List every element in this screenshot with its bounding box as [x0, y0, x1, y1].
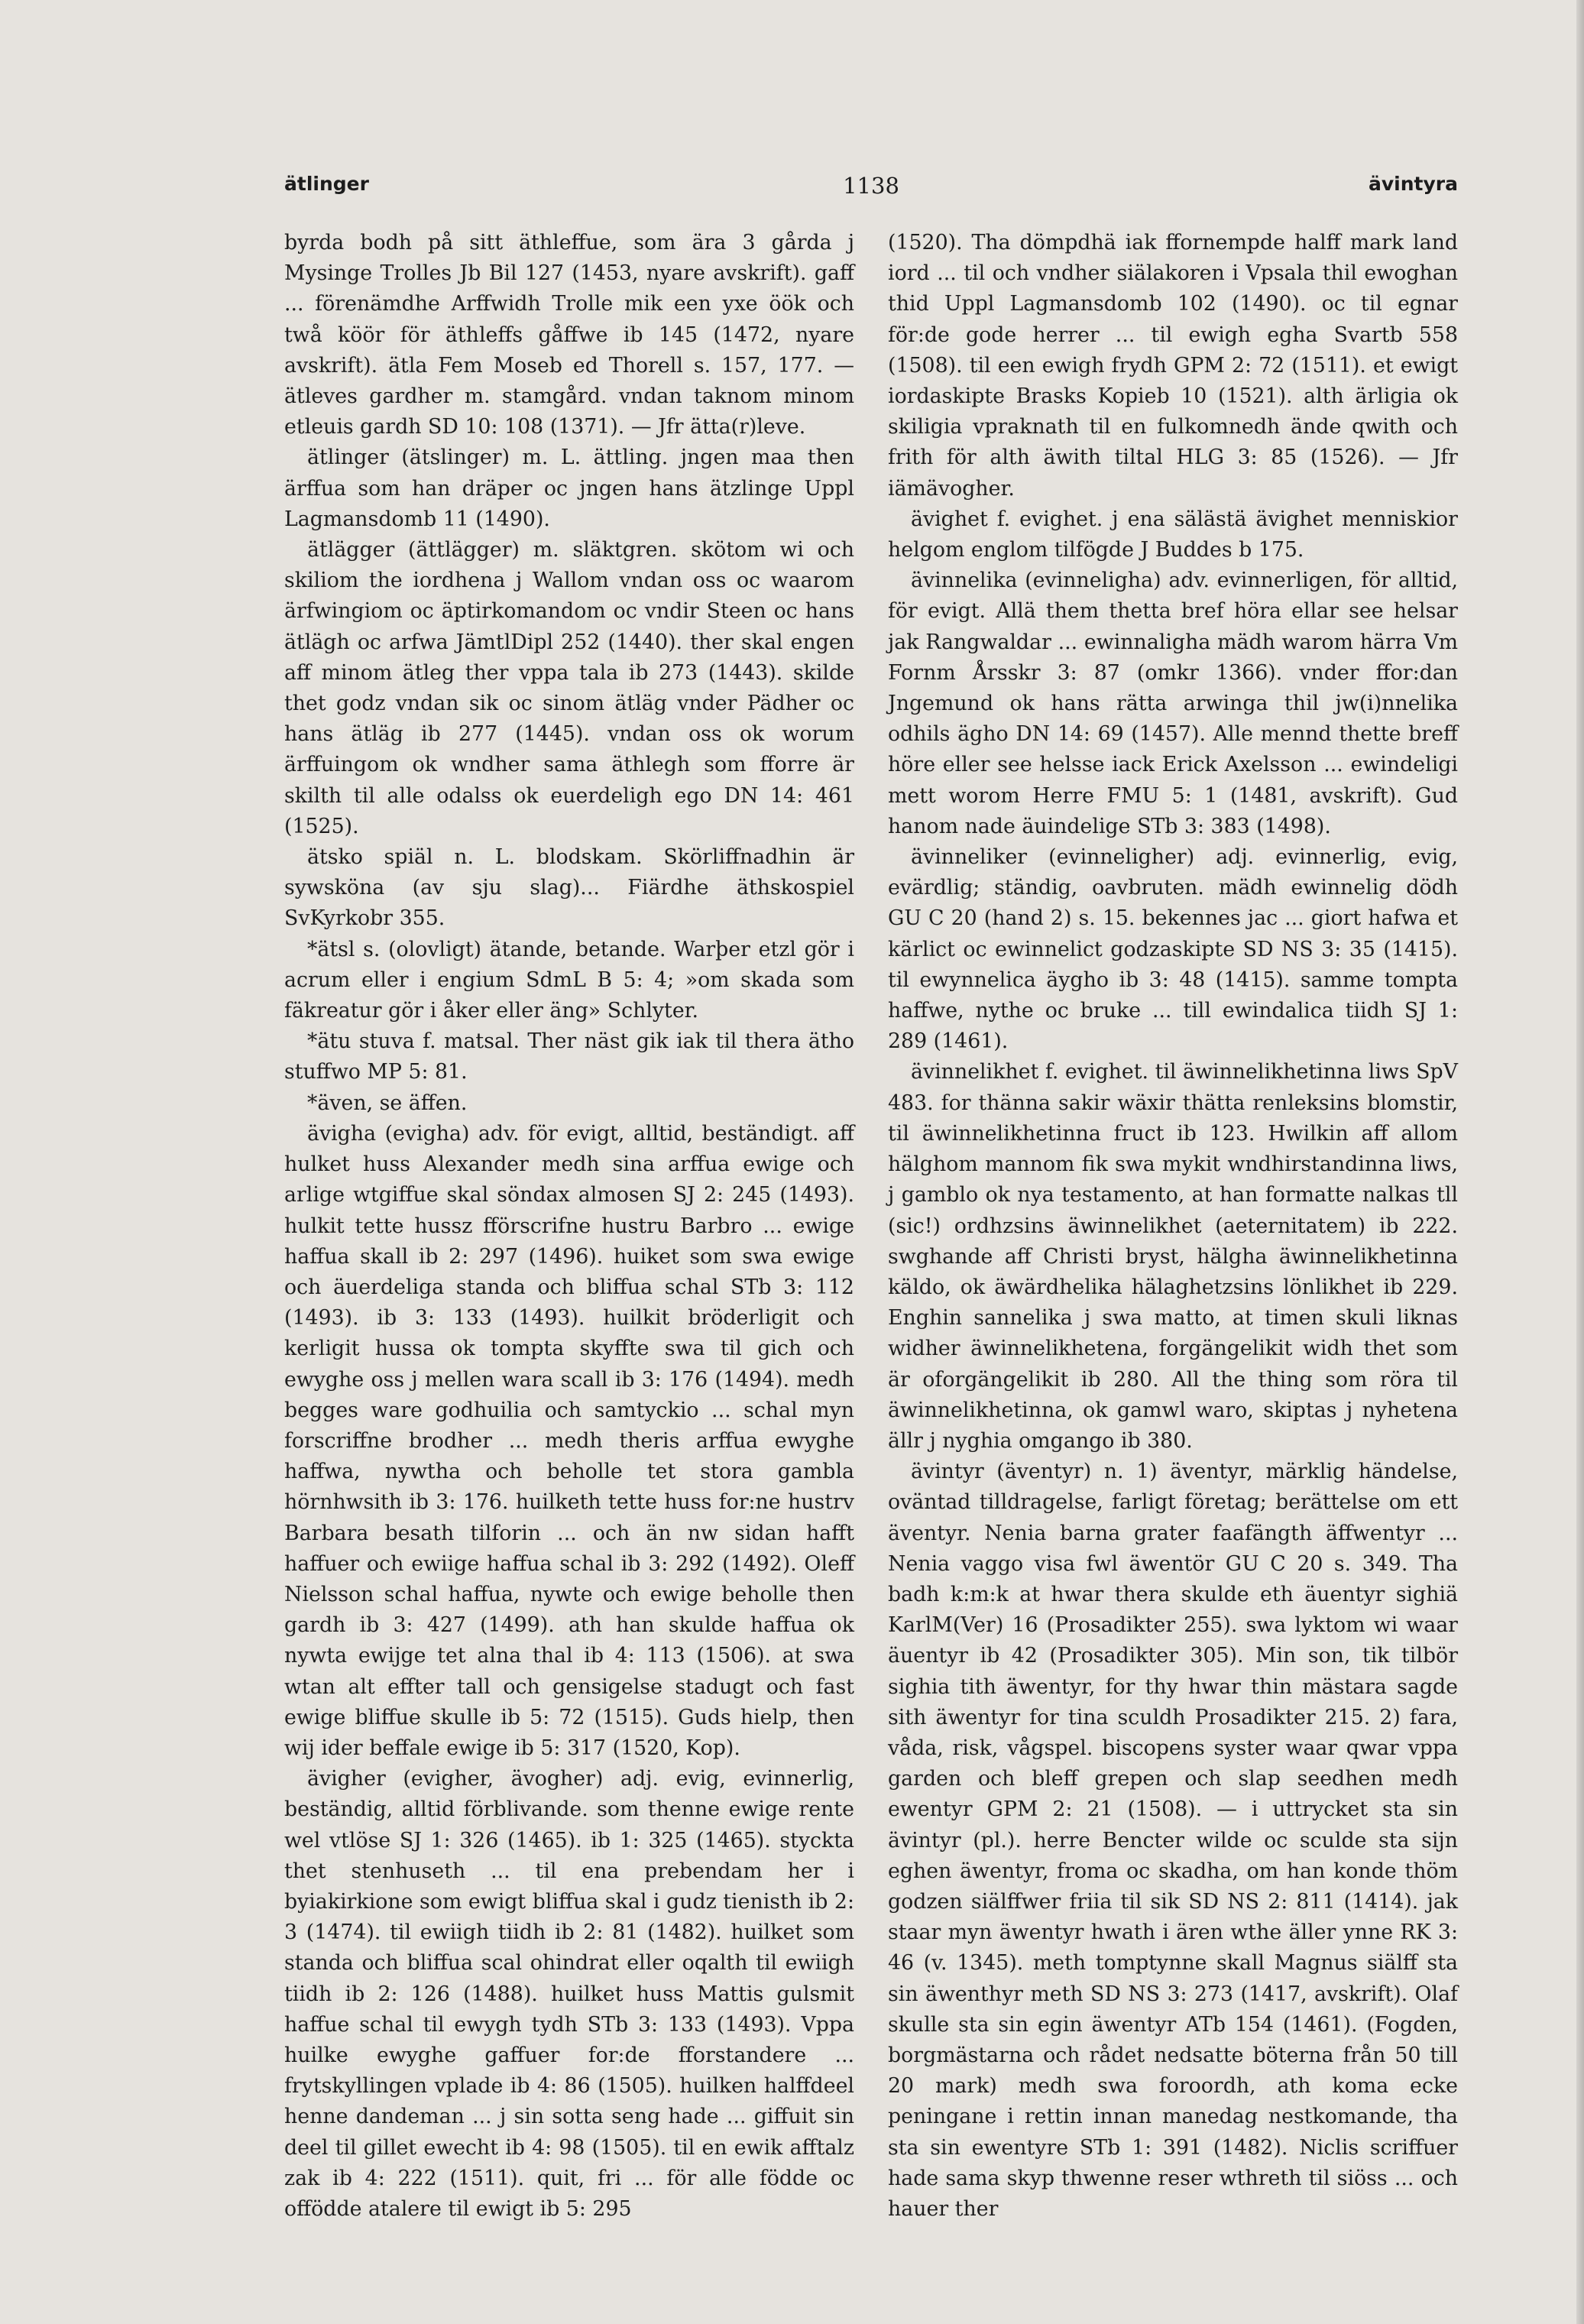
dictionary-entry: ävinnelikhet f. evighet. til äwinnelikhetinna liws SpV 483. for thänna sakir wäxir thätta renleksins blomstir, til äwinnelikhetinna fruct ib 123. Hwilkin aff allom hälghom mannom fik swa mykit wndhirstandinna liws, j gamblo ok nya testamento, at han formatte nalkas tll (sic!) ordhzsins äwinnelikhet (aeternitatem) ib 222. swghande aff Christi bryst, hälgha äwinnelikhetinna käldo, ok äwärdhelika hälaghetzsins lönlikhet ib 229. Enghin sannelika j swa matto, at timen skuli liknas widher äwinnelikhetena, forgängelikit widh thet som är oforgängelikit ib 280. All the thing som röra til äwinnelikhetinna, ok gamwl waro, skiptas j nyhetena ällr j nyghia omgango ib 380.: [888, 1060, 1458, 1453]
page-header: [284, 173, 1458, 203]
dictionary-entry: byrda bodh på sitt äthleffue, som ära 3 gårda j Mysinge Trolles Jb Bil 127 (1453, nyare avskrift). gaff ... förenämdhe Arffwidh Trolle mik een yxe öök och twå köör för äthleffs gåffwe ib 145 (1472, nyare avskrift). ätla Fem Moseb ed Thorell s. 157, 177. — ätleves gardher m. stamgård. vndan taknom minom etleuis gardh SD 10: 108 (1371). — Jfr ätta(r)leve.: [284, 231, 854, 439]
dictionary-entry: ävigha (evigha) adv. för evigt, alltid, beständigt. aff hulket huss Alexander medh sina arffua ewige och arlige wtgiffue skal söndax almosen SJ 2: 245 (1493). hulkit tette hussz fförscrifne hustru Barbro ... ewige haffua skall ib 2: 297 (1496). huiket som swa ewige och äuerdeliga standa och bliffua schal STb 3: 112 (1493). ib 3: 133 (1493). huilkit bröderligit och kerligit hussa ok tompta skyffte swa til gich och ewyghe oss j mellen wara scall ib 3: 176 (1494). medh begges ware godhuilia och samtyckio ... schal myn forscriffne brodher ... medh theris arffua ewyghe haffwa, nywtha och beholle tet stora gambla hörnhwsith ib 3: 176. huilketh tette huss for:ne hustrv Barbara besath tilforin ... och än nw sidan hafft haffuer och ewiige haffua schal ib 3: 292 (1492). Oleff Nielsson schal haffua, nywte och ewige beholle then gardh ib 3: 427 (1499). ath han skulde haffua ok nywta ewijge tet alna thal ib 4: 113 (1506). at swa wtan alt effter tall och gensigelse stadugt och fast ewige bliffue skulle ib 5: 72 (1515). Guds hielp, then wij ider beffale ewige ib 5: 317 (1520, Kop).: [284, 1121, 854, 1760]
dictionary-entry: ävintyr (äventyr) n. 1) äventyr, märklig händelse, oväntad tilldragelse, farligt företag; berättelse om ett äventyr. Nenia barna grater faafängth äffwentyr ... Nenia vaggo visa fwl äwentör GU C 20 s. 349. Tha badh k:m:k at hwar thera skulde eth äuentyr sighiä KarlM(Ver) 16 (Prosadikter 255). swa lyktom wi waar äuentyr ib 42 (Prosadikter 305). Min son, tik tilbör sighia tith äwentyr, for thy hwar thin mästara sagde sith äwentyr for tina sculdh Prosadikter 215. 2) fara, våda, risk, vågspel. biscopens syster waar qwar vppa garden och bleff grepen och slap seedhen medh ewentyr GPM 2: 21 (1508). — i uttrycket sta sin ävintyr (pl.). herre Bencter wilde oc sculde sta sijn eghen äwentyr, froma oc skadha, om han konde thöm godzen siälffwer friia til sik SD NS 2: 811 (1414). jak staar myn äwentyr hwath i ären wthe äller ynne RK 3: 46 (v. 1345). meth tomptynne skall Magnus siälff sta sin äwenthyr meth SD NS 3: 273 (1417, avskrift). Olaf skulle sta sin egin äwentyr ATb 154 (1461). (Fogden, borgmästarna och rådet nedsatte böterna från 50 till 20 mark) medh swa foroordh, ath koma ecke peningane i rettin innan manedag nestkomande, tha sta sin ewentyre STb 1: 391 (1482). Niclis scriffuer hade sama skyp thwenne reser wthreth til siöss ... och hauer ther: [888, 1460, 1458, 2221]
dictionary-entry: (1520). Tha dömpdhä iak ffornempde halff mark land iord ... til och vndher siälakoren i Vpsala thil ewoghan thid Uppl Lagmansdomb 102 (1490). oc til egnar för:de gode herrer ... til ewigh egha Svartb 558 (1508). til een ewigh frydh GPM 2: 72 (1511). et ewigt iordaskipte Brasks Kopieb 10 (1521). alth ärligia ok skiligia vpraknath til en fulkomnedh ände qwith och frith för alth äwith tiltal HLG 3: 85 (1526). — Jfr iämävogher.: [888, 231, 1458, 501]
page-number: 1138: [843, 173, 899, 199]
dictionary-entry: ävinneliker (evinneligher) adj. evinnerlig, evig, evärdlig; ständig, oavbruten. mädh ewinnelig dödh GU C 20 (hand 2) s. 15. bekennes jac ... giort hafwa et kärlict oc ewinnelict godzaskipte SD NS 3: 35 (1415). til ewynnelica äygho ib 3: 48 (1415). samme tompta haffwe, nythe oc bruke ... till ewindalica tiidh SJ 1: 289 (1461).: [888, 845, 1458, 1054]
dictionary-entry: *även, se äffen.: [307, 1091, 468, 1115]
dictionary-entry: ävigher (evigher, ävogher) adj. evig, evinnerlig, beständig, alltid förblivande. som thenne ewige rente wel vtlöse SJ 1: 326 (1465). ib 1: 325 (1465). styckta thet stenhuseth ... til ena prebendam her i byiakirkione som ewigt bliffua skal i gudz tienisth ib 2: 3 (1474). til ewiigh tiidh ib 2: 81 (1482). huilket som standa och bliffua scal ohindrat eller oqalth til ewiigh tiidh ib 2: 126 (1488). huilket huss Mattis gulsmit haffue schal til ewygh tydh STb 3: 133 (1493). Vppa huilke ewyghe gaffuer for:de fforstandere ... frytskyllingen vplade ib 4: 86 (1505). huilken halffdeel henne dandeman ... j sin sotta seng hade ... giffuit sin deel til gillet ewecht ib 4: 98 (1505). til en ewik afftalz zak ib 4: 222 (1511). quit, fri ... för alle födde oc offödde atalere til ewigt ib 5: 295: [284, 1767, 854, 2221]
right-column: [888, 228, 1458, 2221]
page-edge-shadow: [1576, 0, 1584, 2324]
header-left-guideword: ätlinger: [284, 173, 369, 195]
dictionary-entry: ävighet f. evighet. j ena sälästä ävighet menniskior helgom englom tilfögde J Buddes b 175.: [888, 507, 1458, 562]
dictionary-entry: ätlinger (ätslinger) m. L. ättling. jngen maa then ärffua som han dräper oc jngen hans ätzlinge Uppl Lagmansdomb 11 (1490).: [284, 446, 854, 531]
left-column: [284, 228, 854, 2221]
header-right-guideword: ävintyra: [1369, 173, 1458, 195]
dictionary-entry: *ätu stuva f. matsal. Ther näst gik iak til thera ätho stuffwo MP 5: 81.: [284, 1029, 854, 1084]
dictionary-entry: ävinnelika (evinneligha) adv. evinnerligen, för alltid, för evigt. Allä them thetta bref höra ellar see helsar jak Rangwaldar ... ewinnaligha mädh warom härra Vm Fornm Årsskr 3: 87 (omkr 1366). vnder ffor:dan Jngemund ok hans rätta arwinga thil jw(i)nnelika odhils ägho DN 14: 69 (1457). Alle mennd thette breff höre eller see helsse iack Erick Axelsson ... ewindeligi mett worom Herre FMU 5: 1 (1481, avskrift). Gud hanom nade äuindelige STb 3: 383 (1498).: [888, 569, 1458, 838]
dictionary-entry: *ätsl s. (olovligt) ätande, betande. Warþer etzl gör i acrum eller i engium SdmL B 5: 4; »om skada som fäkreatur gör i åker eller äng» Schlyter.: [284, 937, 854, 1023]
dictionary-entry: ätsko spiäl n. L. blodskam. Skörliffnadhin är sywsköna (av sju slag)... Fiärdhe äthskospiel SvKyrkobr 355.: [284, 845, 854, 931]
dictionary-entry: ätlägger (ättlägger) m. släktgren. skötom wi och skiliom the iordhena j Wallom vndan oss oc waarom ärfwingiom oc äptirkomandom oc vndir Steen oc hans ätlägh oc arfwa JämtlDipl 252 (1440). ther skal engen aff minom ätleg ther vppa tala ib 273 (1443). skilde thet godz vndan sik oc sinom ätläg vnder Pädher oc hans ätläg ib 277 (1445). vndan oss ok worum ärffuingom ok wndher sama äthlegh som fforre är skilth til alle odalss ok euerdeligh ego DN 14: 461 (1525).: [284, 538, 854, 838]
